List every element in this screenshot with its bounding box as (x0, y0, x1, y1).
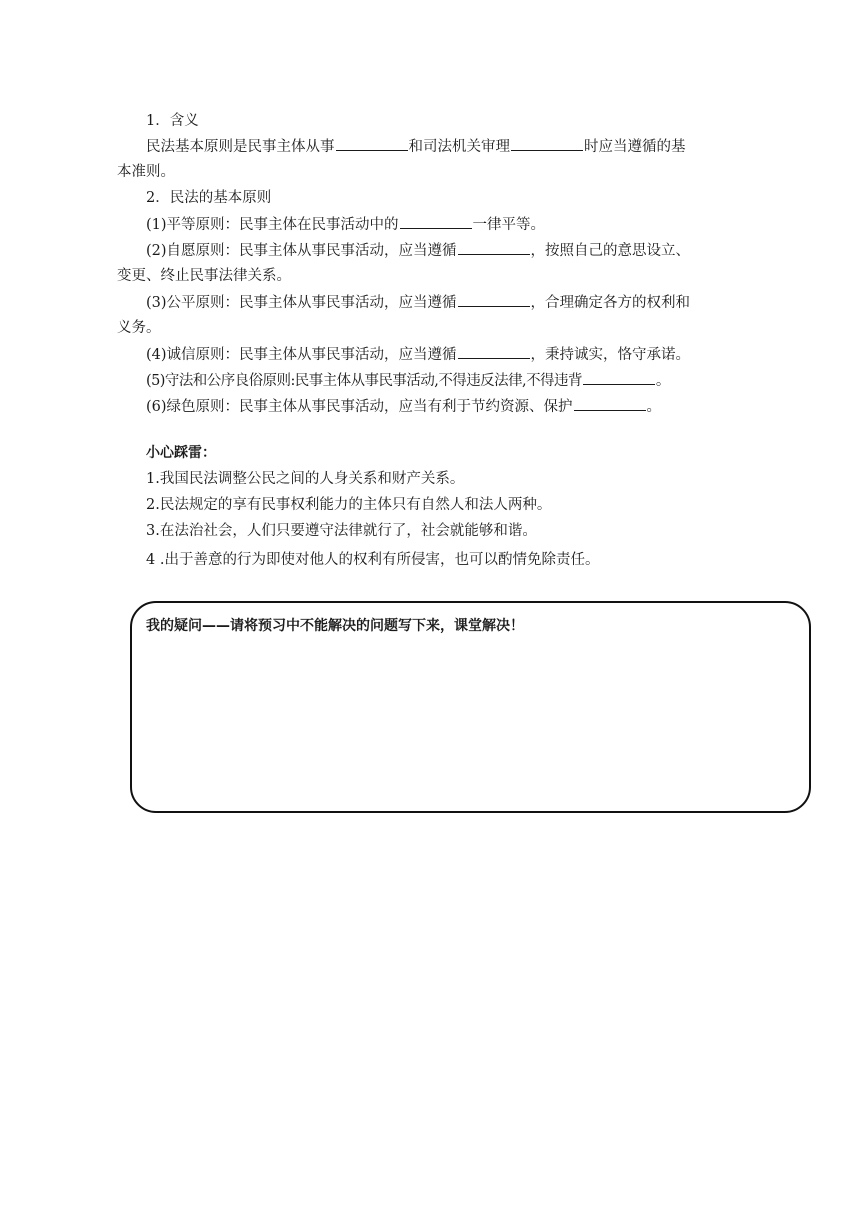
principle-voluntary (146, 240, 690, 261)
principle-voluntary-cont: 变更、终止民事法律关系。 (117, 268, 291, 284)
principle-text: (4)诚信原则：民事主体从事民事活动，应当遵循 (146, 347, 457, 363)
principle-public-order (146, 370, 670, 391)
questions-box-title: 我的疑问——请将预习中不能解决的问题写下来，课堂解决！ (146, 618, 524, 634)
fill-blank (458, 344, 530, 359)
section1-heading: 1．含义 (146, 113, 199, 129)
principle-text: ，合理确定各方的权利和 (530, 295, 691, 311)
section2-heading: 2．民法的基本原则 (146, 190, 272, 206)
pitfalls-title: 小心踩雷： (146, 445, 216, 461)
principle-text: ，按照自己的意思设立、 (530, 243, 691, 259)
section1-text-b: 和司法机关审理 (408, 139, 510, 155)
principle-text: (3)公平原则：民事主体从事民事活动，应当遵循 (146, 295, 457, 311)
principle-text: (5)守法和公序良俗原则:民事主体从事民事活动,不得违反法律,不得违背 (146, 373, 582, 389)
principle-text: 。 (646, 399, 662, 415)
pitfall-item-4: 4 .出于善意的行为即使对他人的权利有所侵害，也可以酌情免除责任。 (146, 552, 600, 568)
principle-text: 一律平等。 (472, 217, 546, 233)
principle-text: ，秉持诚实，恪守承诺。 (530, 347, 691, 363)
section1-text-a: 民法基本原则是民事主体从事 (146, 139, 335, 155)
fill-blank (583, 370, 655, 385)
pitfall-item-1: 1.我国民法调整公民之间的人身关系和财产关系。 (146, 471, 465, 487)
fill-blank (511, 136, 583, 151)
fill-blank (458, 292, 530, 307)
section1-sentence-cont: 本准则。 (117, 164, 175, 180)
principle-text: (6)绿色原则：民事主体从事民事活动，应当有利于节约资源、保护 (146, 399, 573, 415)
principle-text: (2)自愿原则：民事主体从事民事活动，应当遵循 (146, 243, 457, 259)
principle-fairness (146, 292, 690, 313)
principle-text: (1)平等原则：民事主体在民事活动中的 (146, 217, 399, 233)
principle-fairness-cont: 义务。 (117, 320, 161, 336)
fill-blank (336, 136, 408, 151)
principle-green (146, 396, 661, 417)
pitfall-item-2: 2.民法规定的享有民事权利能力的主体只有自然人和法人两种。 (146, 497, 552, 513)
fill-blank (400, 214, 472, 229)
principle-text: 。 (655, 373, 670, 389)
principle-equality (146, 214, 545, 235)
fill-blank (458, 240, 530, 255)
pitfall-item-3: 3.在法治社会，人们只要遵守法律就行了，社会就能够和谐。 (146, 523, 537, 539)
principle-good-faith (146, 344, 690, 365)
questions-box (130, 601, 811, 813)
section1-text-c: 时应当遵循的基 (584, 139, 686, 155)
fill-blank (574, 396, 646, 411)
section1-sentence (146, 136, 686, 157)
